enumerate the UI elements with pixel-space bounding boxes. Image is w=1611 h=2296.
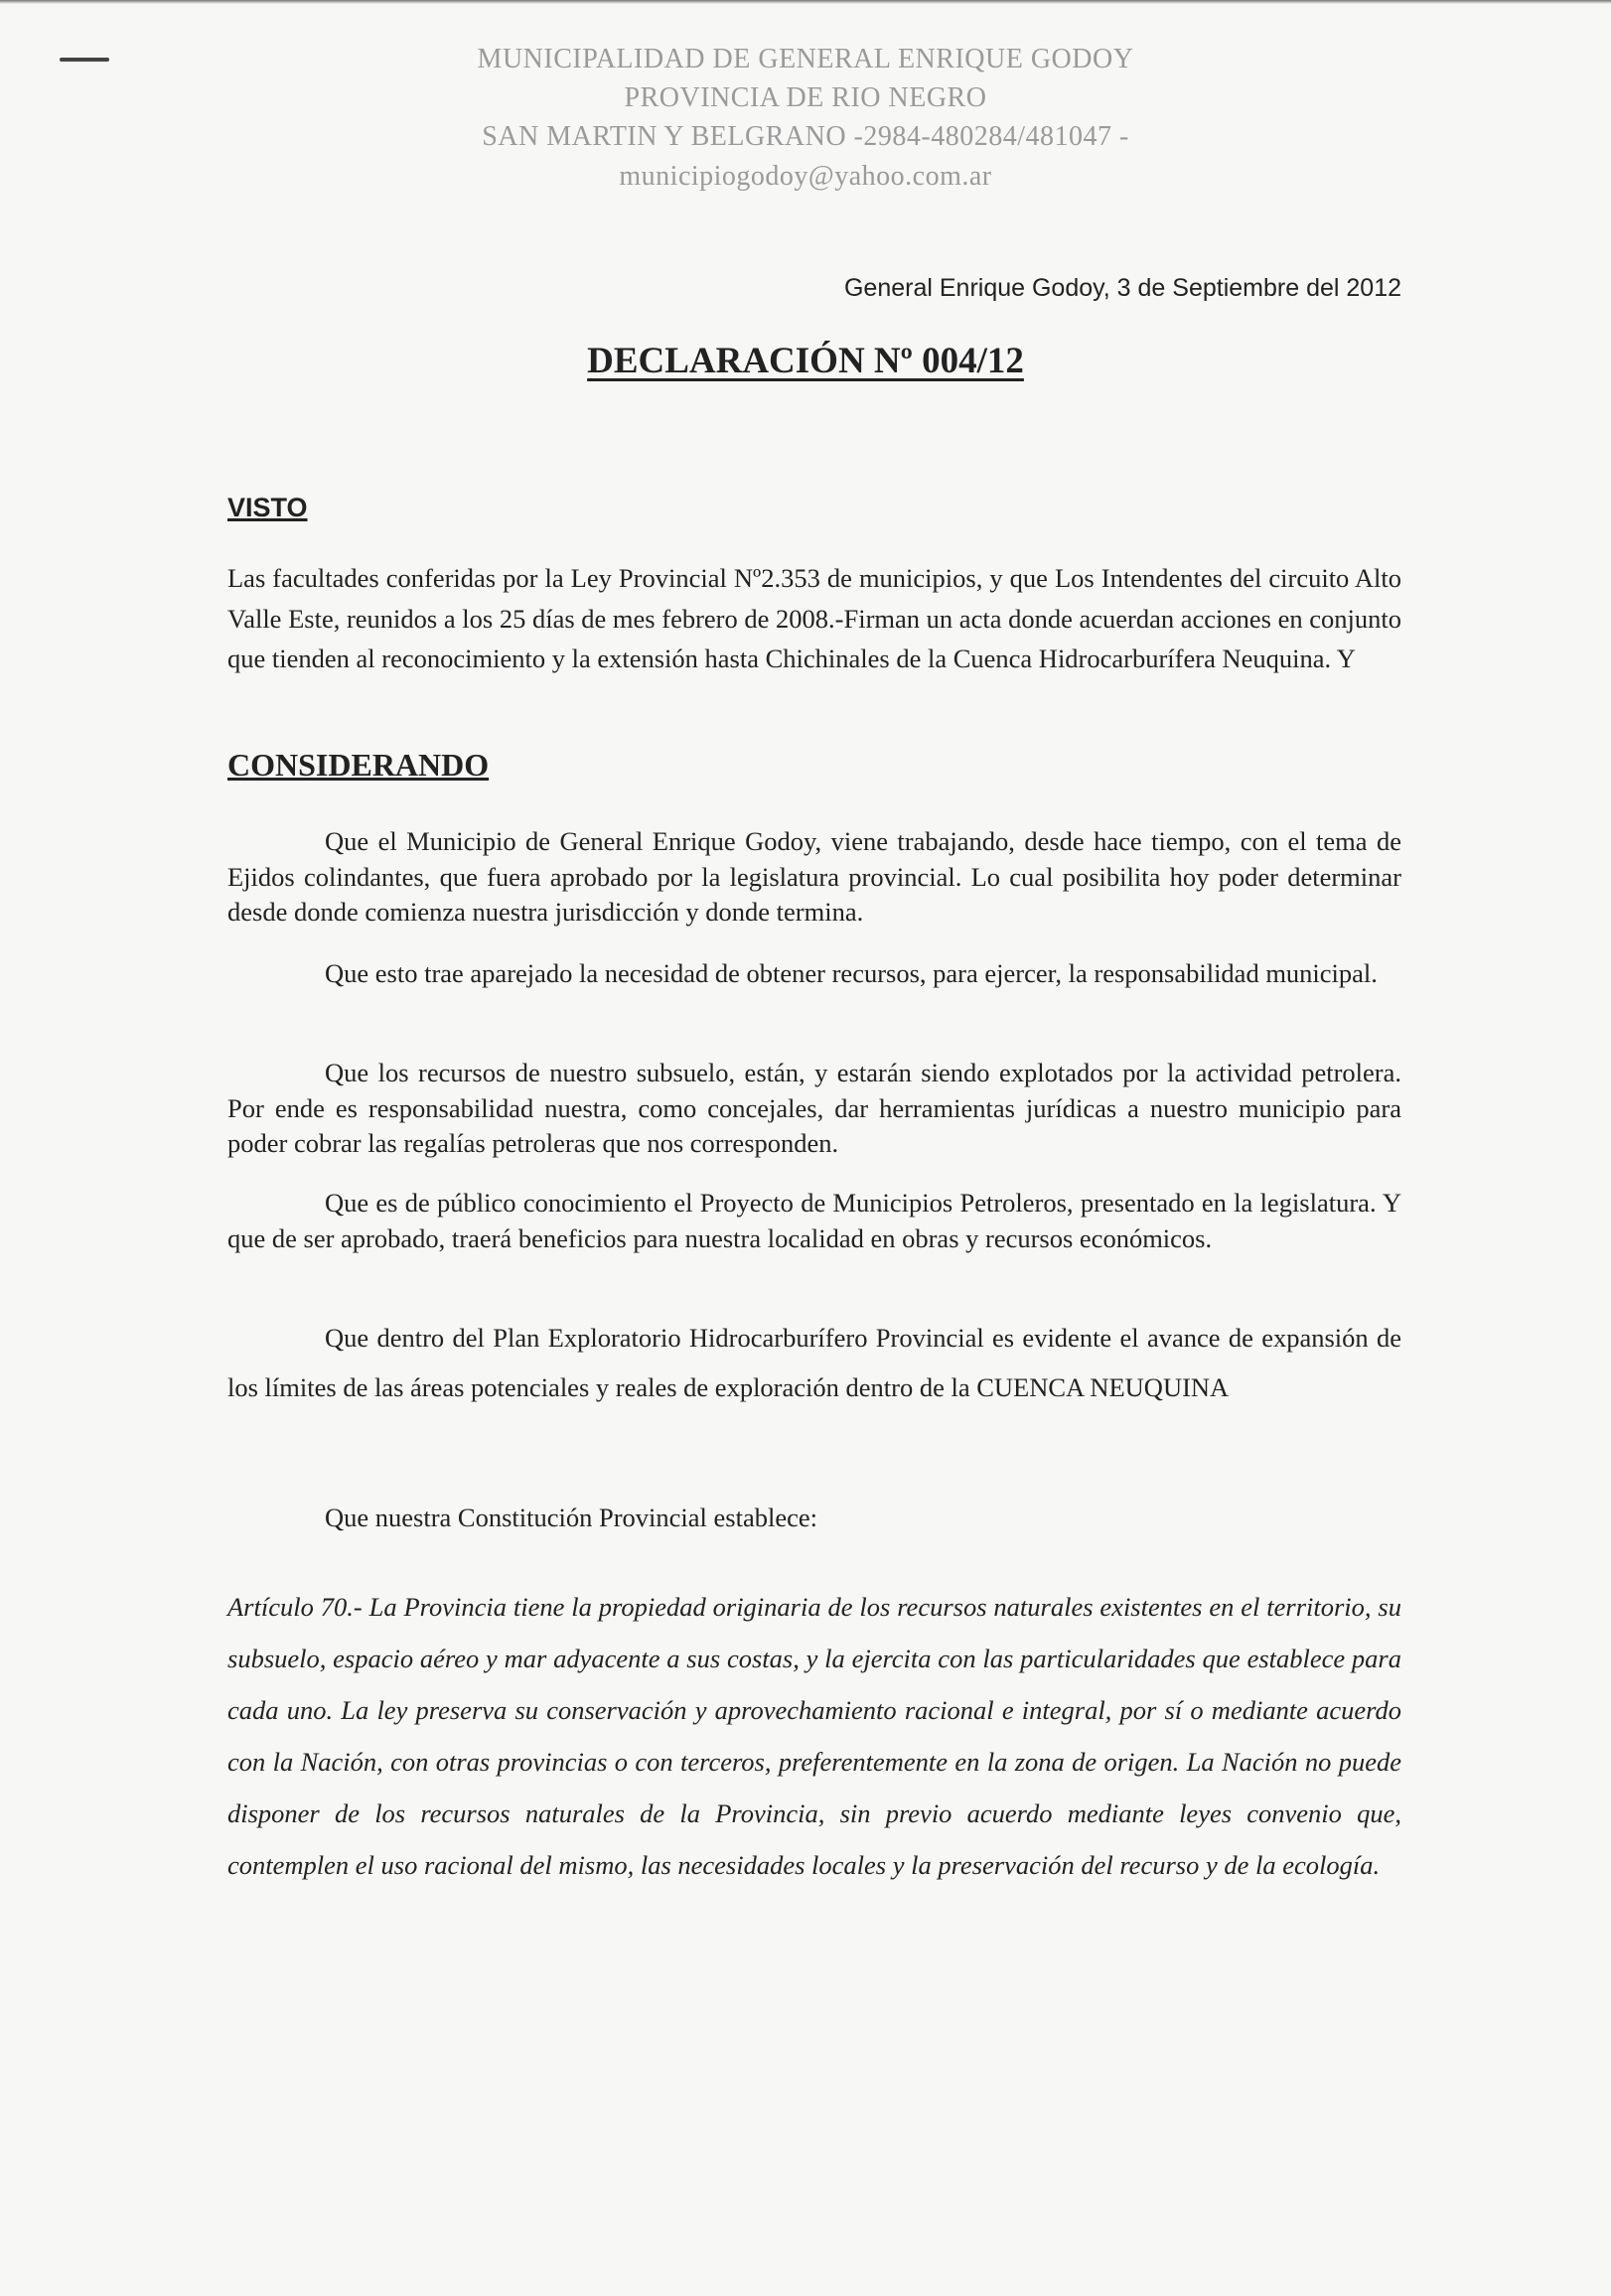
considerando-paragraph-5: Que dentro del Plan Exploratorio Hidrocarburífero Provincial es evidente el avance de expansión de los límites de las áreas potenciales y reales de exploración dentro de la CUENCA NEUQUINA (227, 1323, 1401, 1402)
letterhead-email: municipiogodoy@yahoo.com.ar (619, 161, 992, 192)
considerando-paragraph-1: Que el Municipio de General Enrique Godoy, viene trabajando, desde hace tiempo, con el tema de Ejidos colindantes, que fuera aprobado por la legislatura provincial. Lo cual posibilita hoy poder determinar desde donde comienza nuestra jurisdicción y donde termina. (227, 826, 1401, 927)
visto-heading: VISTO (227, 493, 308, 522)
visto-paragraph: Las facultades conferidas por la Ley Provincial Nº2.353 de municipios, y que Los Intendentes del circuito Alto Valle Este, reunidos a los 25 días de mes febrero de 2008.-Firman un acta donde acuerdan acciones en conjunto que tienden al reconocimiento y la extensión hasta Chichinales de la Cuenca Hidrocarburífera Neuquina. Y (227, 563, 1401, 673)
scan-edge (0, 0, 1611, 4)
considerando-paragraph-3: Que los recursos de nuestro subsuelo, están, y estarán siendo explotados por la actividad petrolera. Por ende es responsabilidad nuestra, como concejales, dar herramientas jurídicas a nuestro municipio para poder cobrar las regalías petroleras que nos corresponden. (227, 1058, 1401, 1158)
considerando-paragraph-4: Que es de público conocimiento el Proyecto de Municipios Petroleros, presentado en la legislatura. Y que de ser aprobado, traerá beneficios para nuestra localidad en obras y recursos económicos. (227, 1188, 1401, 1253)
letterhead-municipality: MUNICIPALIDAD DE GENERAL ENRIQUE GODOY (477, 44, 1134, 74)
document-date: General Enrique Godoy, 3 de Septiembre del 2012 (843, 274, 1401, 302)
considerando-paragraph-6: Que nuestra Constitución Provincial establece: (325, 1503, 818, 1532)
document-title: DECLARACIÓN Nº 004/12 (587, 341, 1024, 381)
considerando-paragraph-2: Que esto trae aparejado la necesidad de obtener recursos, para ejercer, la responsabilidad municipal. (325, 958, 1378, 988)
constitution-article-70: Artículo 70.- La Provincia tiene la propiedad originaria de los recursos naturales existentes en el territorio, su subsuelo, espacio aéreo y mar adyacente a sus costas, y la ejercita con las particularidades que establece para cada uno. La ley preserva su conservación y aprovechamiento racional e integral, por sí o mediante acuerdo con la Nación, con otras provincias o con terceros, preferentemente en la zona de origen. La Nación no puede disponer de los recursos naturales de la Provincia, sin previo acuerdo mediante leyes convenio que, contemplen el uso racional del mismo, las necesidades locales y la preservación del recurso y de la ecología. (227, 1592, 1401, 1880)
letterhead-province: PROVINCIA DE RIO NEGRO (624, 82, 987, 113)
considerando-heading: CONSIDERANDO (227, 747, 490, 783)
letterhead-address: SAN MARTIN Y BELGRANO -2984-480284/481047 - (482, 121, 1129, 152)
